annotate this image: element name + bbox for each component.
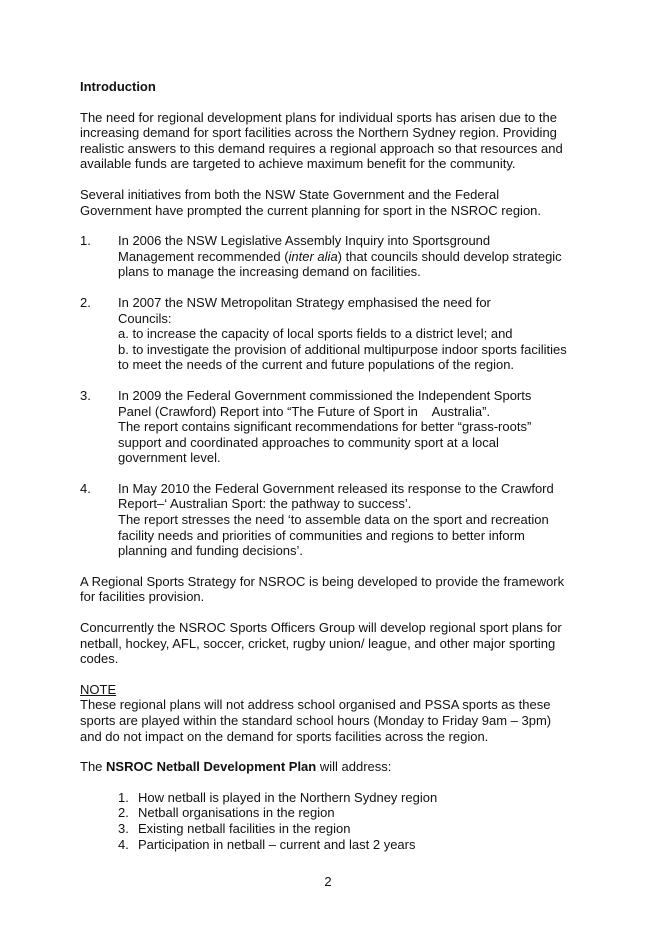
text-line (118, 249, 562, 264)
item-body (118, 481, 580, 559)
initiative-item (80, 481, 580, 559)
text-line: In 2009 the Federal Government commissioned the Independent Sports (118, 387, 532, 403)
text-line: sports are played within the standard school hours (Monday to Friday 9am – 3pm) (80, 713, 552, 728)
item-body (118, 388, 580, 466)
item-text: Participation in netball – current and last 2 years (138, 836, 416, 852)
item-text: Netball organisations in the region (138, 805, 335, 821)
text-run: will address: (316, 759, 392, 775)
item-number: 1. (118, 789, 129, 805)
text-line: A Regional Sports Strategy for NSROC is being developed to provide the framework (80, 573, 565, 589)
list-item (118, 837, 580, 853)
text-line: Report–‘ Australian Sport: the pathway to success’. (118, 496, 412, 512)
item-number: 3. (118, 820, 129, 836)
item-number: 3. (80, 387, 91, 403)
item-number: 4. (80, 480, 91, 496)
initiative-item (80, 295, 580, 373)
text-run: The (80, 759, 107, 775)
text-line: In 2006 the NSW Legislative Assembly Inquiry into Sportsground (118, 233, 491, 249)
strategy-paragraph (80, 574, 580, 605)
item-body (118, 295, 580, 373)
item-body (118, 233, 580, 280)
text-line: The need for regional development plans for individual sports has arisen due to the (80, 109, 557, 125)
item-number: 1. (80, 233, 91, 249)
text-line: netball, hockey, AFL, soccer, cricket, rugby union/ league, and other major sporting (80, 635, 556, 651)
initiatives-list (80, 233, 580, 559)
text-line: available funds are targeted to achieve maximum benefit for the community. (80, 156, 516, 172)
text-line: Panel (Crawford) Report into “The Future of Sport in Australia”. (118, 403, 491, 419)
text-run: ) that councils should develop strategic (337, 248, 562, 264)
note-title: NOTE (80, 681, 117, 697)
text-line: plans to manage the increasing demand on facilities. (118, 264, 421, 280)
list-item (118, 821, 580, 837)
item-number: 4. (118, 836, 129, 852)
item-number: 2. (118, 805, 129, 821)
text-line: for facilities provision. (80, 589, 205, 605)
plan-intro (80, 759, 580, 775)
list-item (118, 805, 580, 821)
initiative-item (80, 233, 580, 280)
plan-title: NSROC Netball Development Plan (106, 759, 317, 775)
text-run: Management recommended ( (118, 248, 289, 264)
text-line: Government have prompted the current planning for sport in the NSROC region. (80, 202, 542, 218)
text-line: and do not impact on the demand for sports facilities across the region. (80, 728, 489, 744)
italic-text: inter alia (288, 248, 338, 264)
document-page (80, 79, 580, 852)
text-line: facility needs and priorities of communities and regions to better inform (118, 527, 525, 543)
item-number: 2. (80, 294, 91, 310)
intro-paragraph-1 (80, 110, 580, 172)
text-line: In 2007 the NSW Metropolitan Strategy emphasised the need for (118, 294, 491, 310)
concurrent-paragraph (80, 620, 580, 667)
item-text: Existing netball facilities in the region (138, 820, 351, 836)
text-line: realistic answers to this demand requires a regional approach so that resources and (80, 140, 563, 156)
text-line: increasing demand for sport facilities across the Northern Sydney region. Providing (80, 125, 557, 141)
text-line: Councils: (118, 310, 172, 326)
text-line: codes. (80, 651, 119, 667)
intro-paragraph-2 (80, 187, 580, 218)
list-item (118, 790, 580, 806)
text-line: a. to increase the capacity of local sports fields to a district level; and (118, 326, 513, 342)
text-line: These regional plans will not address school organised and PSSA sports as these (80, 697, 551, 713)
plan-items-list (80, 790, 580, 852)
text-line: In May 2010 the Federal Government released its response to the Crawford (118, 480, 554, 496)
page-number: 2 (324, 874, 332, 889)
item-text: How netball is played in the Northern Sydney region (138, 789, 438, 805)
text-line: government level. (118, 450, 221, 466)
section-heading: Introduction (80, 79, 156, 94)
text-line: Several initiatives from both the NSW State Government and the Federal (80, 186, 500, 202)
text-line: planning and funding decisions’. (118, 543, 304, 559)
text-line: b. to investigate the provision of additional multipurpose indoor sports facilities (118, 341, 567, 357)
initiative-item (80, 388, 580, 466)
text-line: The report stresses the need ‘to assemble data on the sport and recreation (118, 512, 549, 528)
text-line: support and coordinated approaches to community sport at a local (118, 434, 499, 450)
text-line: The report contains significant recommendations for better “grass-roots” (118, 419, 532, 435)
note-block (80, 682, 580, 744)
text-line: to meet the needs of the current and future populations of the region. (118, 357, 515, 373)
text-line: Concurrently the NSROC Sports Officers Group will develop regional sport plans for (80, 620, 562, 636)
